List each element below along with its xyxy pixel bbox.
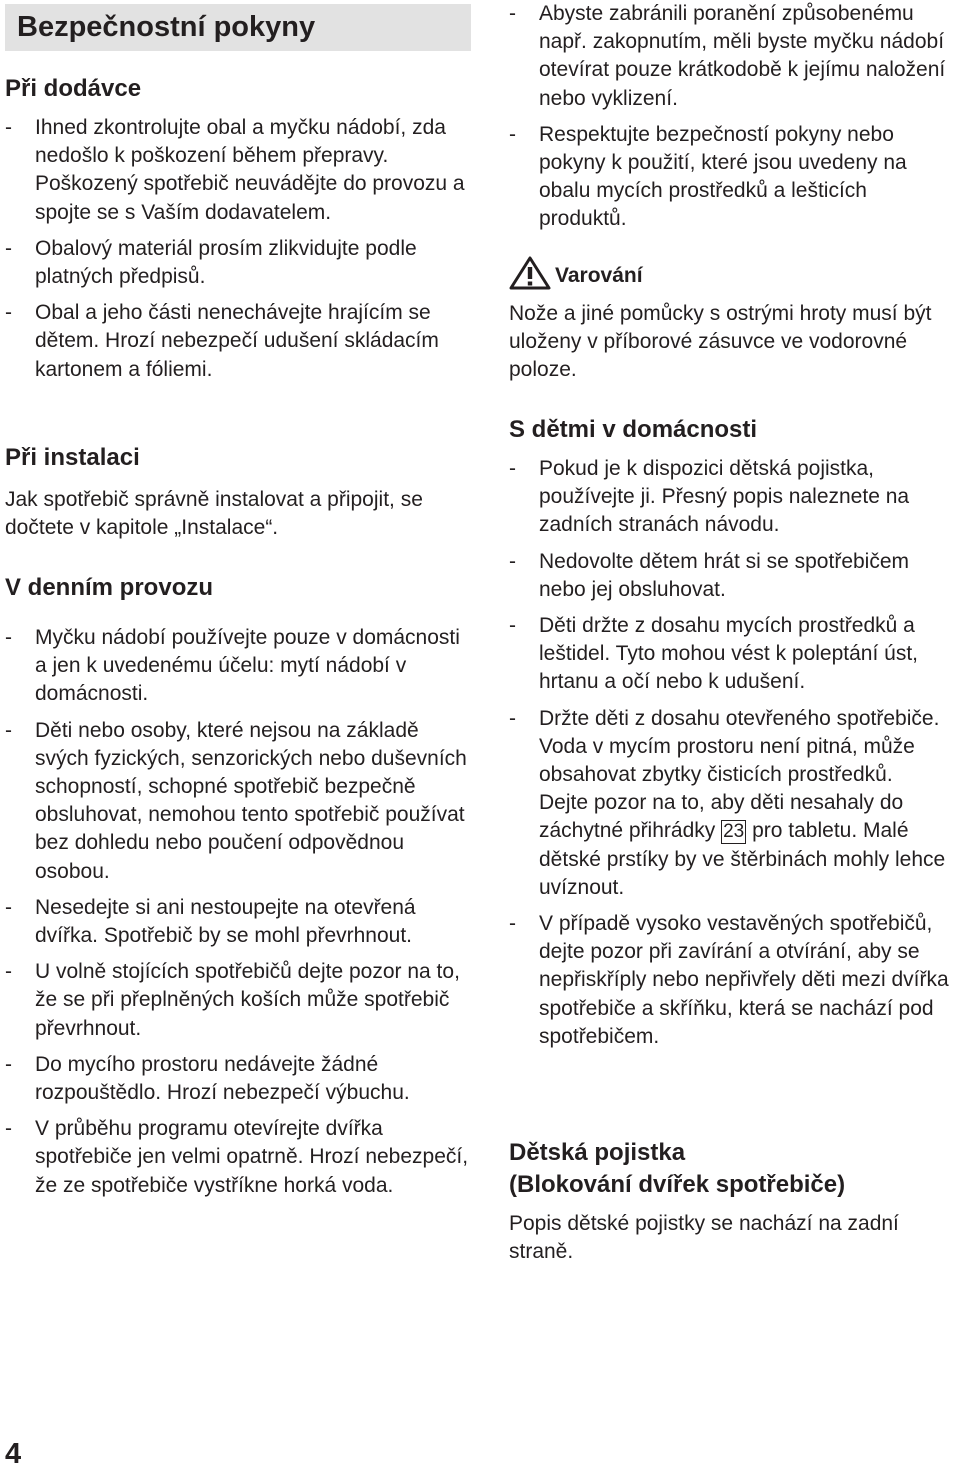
heading-child-lock <box>509 1137 845 1201</box>
list-item: - Myčku nádobí používejte pouze v domácnosti a jen k uvedenému účelu: mytí nádobí v domácnosti. <box>5 624 473 709</box>
heading-children: S dětmi v domácnosti <box>509 416 758 443</box>
list-item: - Abyste zabránili poranění způsobenému např. zakopnutím, měli byste myčku nádobí otevírat pouze krátkodobě k jejímu naložení nebo vyklizení. <box>509 0 955 113</box>
warning-label: Varování <box>555 264 643 287</box>
list-item: - Do mycího prostoru nedávejte žádné rozpouštědlo. Hrozí nebezpečí výbuchu. <box>5 1051 473 1107</box>
warning-text: Nože a jiné pomůcky s ostrými hroty musí být uloženy v příborové zásuvce ve vodorovné poloze. <box>509 302 932 382</box>
list-item <box>509 705 955 902</box>
list-item: - V případě vysoko vestavěných spotřebičů, dejte pozor při zavírání a otvírání, aby se nepřiskříply nebo nepřivřely děti mezi dvířka spotřebiče a skříňku, která se nachází pod spotřebičem. <box>509 910 955 1051</box>
daily-list <box>5 624 473 1208</box>
delivery-list <box>5 114 473 392</box>
top-list <box>509 0 955 242</box>
list-item-text: Dejte pozor na to, aby děti nesahaly do záchytné přihrádky <box>539 791 904 843</box>
warning-heading <box>509 256 643 290</box>
list-item-text: pro tabletu. Malé dětské prstíky by ve štěrbinách mohly lehce uvíznout. <box>539 819 946 899</box>
list-item: - Nedovolte dětem hrát si se spotřebičem nebo jej obsluhovat. <box>509 548 955 604</box>
page-title: Bezpečnostní pokyny <box>17 11 316 43</box>
list-item: - U volně stojících spotřebičů dejte pozor na to, že se při přeplněných koších může spotřebič převrhnout. <box>5 958 473 1043</box>
heading-daily-use: V denním provozu <box>5 574 214 601</box>
list-item: - Respektujte bezpečností pokyny nebo pokyny k použití, které jsou uvedeny na obalu mycích prostředků a lešticích produktů. <box>509 121 955 234</box>
heading-child-lock-line1: Dětská pojistka <box>509 1139 686 1166</box>
list-item: - Děti nebo osoby, které nejsou na základě svých fyzických, senzorických nebo duševních schopností, schopné spotřebič bezpečně obsluhovat, nemohou tento spotřebič používat bez dohledu nebo poučení odpovědnou osobou. <box>5 717 473 886</box>
page-number: 4 <box>5 1438 22 1470</box>
list-item: - Nesedejte si ani nestoupejte na otevřená dvířka. Spotřebič by se mohl převrhnout. <box>5 894 473 950</box>
list-item: - Obalový materiál prosím zlikvidujte podle platných předpisů. <box>5 235 473 291</box>
reference-number: 23 <box>723 821 745 843</box>
installation-text: Jak spotřebič správně instalovat a připojit, se dočtete v kapitole „Instalace“. <box>5 488 423 540</box>
heading-child-lock-line2: (Blokování dvířek spotřebiče) <box>509 1171 846 1198</box>
list-item-text: Držte děti z dosahu otevřeného spotřebiče. Voda v mycím prostoru není pitná, může obsahovat zbytky čisticích prostředků. <box>539 706 940 787</box>
list-item: - Ihned zkontrolujte obal a myčku nádobí, zda nedošlo k poškození během přepravy. Poškozený spotřebič neuvádějte do provozu a spojte se s Vaším dodavatelem. <box>5 114 473 227</box>
list-item: - Děti držte z dosahu mycích prostředků a leštidel. Tyto mohou vést k poleptání úst, hrtanu a očí nebo k udušení. <box>509 612 955 697</box>
heading-delivery: Při dodávce <box>5 75 142 102</box>
child-lock-text: Popis dětské pojistky se nachází na zadní straně. <box>509 1212 899 1264</box>
list-item: - V průběhu programu otevírejte dvířka spotřebiče jen velmi opatrně. Hrozí nebezpečí, že ze spotřebiče vystříkne horká voda. <box>5 1115 473 1200</box>
list-item: - Pokud je k dispozici dětská pojistka, používejte ji. Přesný popis naleznete na zadních stranách návodu. <box>509 455 955 540</box>
warning-triangle-icon <box>509 256 551 290</box>
section-title-bar <box>5 4 471 51</box>
heading-installation: Při instalaci <box>5 444 140 471</box>
list-item: - Obal a jeho části nenechávejte hrajícím se dětem. Hrozí nebezpečí udušení skládacím kartonem a fóliemi. <box>5 299 473 384</box>
children-list <box>509 455 955 1059</box>
